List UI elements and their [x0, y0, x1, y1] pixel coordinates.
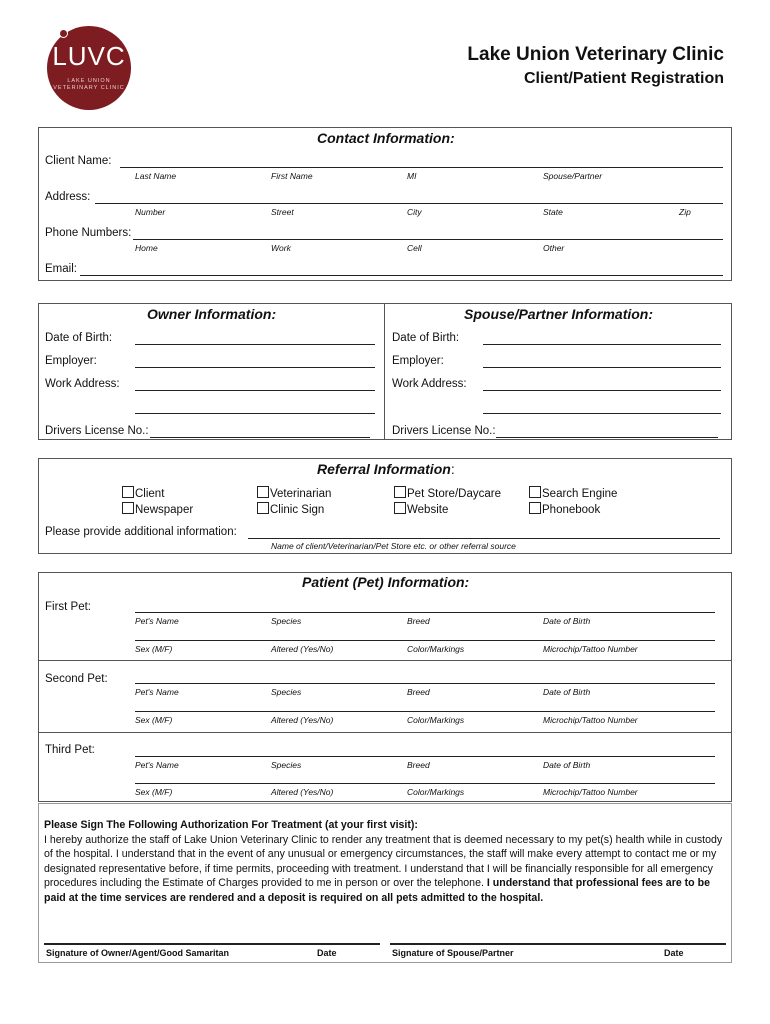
owner-work-address-label: Work Address: — [45, 378, 120, 390]
spouse-work-address-label: Work Address: — [392, 378, 467, 390]
checkbox[interactable] — [529, 502, 541, 514]
checkbox[interactable] — [257, 502, 269, 514]
logo-text: LUVC — [52, 41, 126, 71]
caption-first-name: First Name — [271, 171, 313, 181]
clinic-logo — [47, 26, 131, 110]
owner-dob-label: Date of Birth: — [45, 332, 113, 344]
caption-pets-name: Pet's Name — [135, 760, 179, 770]
option-label: Clinic Sign — [270, 504, 325, 516]
spouse-title: Spouse/Partner Information: — [464, 306, 654, 322]
form-title: Client/Patient Registration — [523, 70, 724, 87]
logo-dot — [59, 29, 68, 38]
caption-species: Species — [271, 760, 302, 770]
option-label: Pet Store/Daycare — [407, 488, 501, 500]
clinic-name: Lake Union Veterinary Clinic — [467, 44, 724, 65]
option-label: Phonebook — [542, 504, 601, 516]
referral-title-colon: : — [450, 461, 455, 477]
pet-divider — [38, 732, 732, 733]
spouse-license-field[interactable] — [496, 437, 718, 438]
caption-species: Species — [271, 616, 302, 626]
caption-number: Number — [135, 207, 166, 217]
caption-work: Work — [271, 243, 291, 253]
pet2-row1-field[interactable] — [135, 683, 715, 684]
caption-breed: Breed — [407, 760, 430, 770]
caption-state: State — [543, 207, 563, 217]
referral-option-newspaper[interactable] — [122, 502, 193, 516]
contact-title: Contact Information: — [317, 130, 455, 146]
spouse-work-address-field-1[interactable] — [483, 390, 721, 391]
checkbox[interactable] — [122, 486, 134, 498]
referral-option-clinic-sign[interactable] — [257, 502, 324, 516]
spouse-signature-label: Signature of Spouse/Partner — [392, 948, 514, 958]
spouse-signature-line[interactable] — [390, 943, 726, 945]
referral-additional-field[interactable] — [248, 538, 720, 539]
owner-spouse-divider — [384, 303, 385, 440]
caption-mi: MI — [407, 171, 417, 181]
caption-zip: Zip — [679, 207, 691, 217]
referral-title: Referral Information — [317, 461, 451, 477]
caption-breed: Breed — [407, 616, 430, 626]
spouse-work-address-field-2[interactable] — [483, 413, 721, 414]
owner-license-label: Drivers License No.: — [45, 425, 149, 437]
client-name-label: Client Name: — [45, 155, 112, 167]
checkbox[interactable] — [394, 502, 406, 514]
spouse-dob-field[interactable] — [483, 344, 721, 345]
caption-last-name: Last Name — [135, 171, 177, 181]
address-label: Address: — [45, 191, 91, 203]
caption-pets-name: Pet's Name — [135, 687, 179, 697]
patient-title: Patient (Pet) Information: — [302, 574, 470, 590]
referral-option-phonebook[interactable] — [529, 502, 600, 516]
caption-home: Home — [135, 243, 158, 253]
option-label: Search Engine — [542, 488, 618, 500]
pet-label-first: First Pet: — [45, 601, 92, 613]
spouse-employer-field[interactable] — [483, 367, 721, 368]
caption-other: Other — [543, 243, 565, 253]
pet-label-third: Third Pet: — [45, 744, 95, 756]
authorization-heading: Please Sign The Following Authorization For Treatment (at your first visit): — [44, 819, 418, 831]
caption-breed: Breed — [407, 687, 430, 697]
pet1-row1-field[interactable] — [135, 612, 715, 613]
email-label: Email: — [45, 263, 77, 275]
owner-dob-field[interactable] — [135, 344, 375, 345]
pet-label-second: Second Pet: — [45, 673, 108, 685]
pet3-row2-field[interactable] — [135, 783, 715, 784]
owner-title: Owner Information: — [147, 306, 277, 322]
caption-color-markings: Color/Markings — [407, 715, 465, 725]
option-label: Veterinarian — [270, 488, 332, 500]
address-field[interactable] — [95, 203, 723, 204]
contact-section — [38, 127, 732, 281]
client-name-field[interactable] — [120, 167, 723, 168]
authorization-bold-tail: I understand that professional fees are to be paid at the time services are rendered and a deposit is required on all pets admitted to the hospital. — [44, 877, 710, 904]
caption-date-of-birth: Date of Birth — [543, 616, 591, 626]
caption-microchip: Microchip/Tattoo Number — [543, 644, 638, 654]
option-label: Newspaper — [135, 504, 194, 516]
owner-signature-line[interactable] — [44, 943, 380, 945]
caption-altered: Altered (Yes/No) — [271, 715, 334, 725]
spouse-employer-label: Employer: — [392, 355, 444, 367]
owner-employer-label: Employer: — [45, 355, 97, 367]
referral-title-wrap — [317, 461, 455, 477]
option-label: Client — [135, 488, 165, 500]
caption-color-markings: Color/Markings — [407, 787, 465, 797]
owner-work-address-field-2[interactable] — [135, 413, 375, 414]
referral-additional-caption: Name of client/Veterinarian/Pet Store etc. or other referral source — [271, 541, 516, 551]
referral-option-website[interactable] — [394, 502, 448, 516]
authorization-text — [44, 818, 728, 905]
referral-additional-label: Please provide additional information: — [45, 526, 237, 538]
owner-employer-field[interactable] — [135, 367, 375, 368]
phone-label: Phone Numbers: — [45, 227, 132, 239]
caption-color-markings: Color/Markings — [407, 644, 465, 654]
authorization-body: I hereby authorize the staff of Lake Union Veterinary Clinic to render any treatment that is deemed necessary to my pet(s) health while in custody of the hospital. I understand that in the event of any unusual or emergency circumstances, the staff will make every attempt to contact me or my designated representative before, if time permits, proceeding with treatment. I understand that I will be financially responsible for all emergency procedures including the Estimate of Charges provided to me in person or over the telephone. — [44, 833, 723, 889]
pet-divider — [38, 660, 732, 661]
referral-option-veterinarian[interactable] — [257, 486, 331, 500]
caption-altered: Altered (Yes/No) — [271, 644, 334, 654]
spouse-license-label: Drivers License No.: — [392, 425, 496, 437]
owner-date-label: Date — [317, 948, 337, 958]
caption-microchip: Microchip/Tattoo Number — [543, 787, 638, 797]
spouse-date-label: Date — [664, 948, 684, 958]
referral-option-pet-store[interactable] — [394, 486, 501, 500]
pet2-row2-field[interactable] — [135, 711, 715, 712]
caption-microchip: Microchip/Tattoo Number — [543, 715, 638, 725]
checkbox[interactable] — [394, 486, 406, 498]
option-label: Website — [407, 504, 449, 516]
caption-altered: Altered (Yes/No) — [271, 787, 334, 797]
caption-city: City — [407, 207, 422, 217]
pet1-row2-field[interactable] — [135, 640, 715, 641]
caption-species: Species — [271, 687, 302, 697]
logo-subtext: LAKE UNION VETERINARY CLINIC — [53, 78, 125, 91]
referral-option-search-engine[interactable] — [529, 486, 617, 500]
caption-street: Street — [271, 207, 294, 217]
caption-date-of-birth: Date of Birth — [543, 687, 591, 697]
caption-sex: Sex (M/F) — [135, 787, 173, 797]
owner-license-field[interactable] — [150, 437, 370, 438]
caption-pets-name: Pet's Name — [135, 616, 179, 626]
checkbox[interactable] — [529, 486, 541, 498]
pet3-row1-field[interactable] — [135, 756, 715, 757]
phone-field[interactable] — [133, 239, 723, 240]
spouse-dob-label: Date of Birth: — [392, 332, 460, 344]
caption-sex: Sex (M/F) — [135, 644, 173, 654]
caption-sex: Sex (M/F) — [135, 715, 173, 725]
owner-signature-label: Signature of Owner/Agent/Good Samaritan — [46, 948, 230, 958]
checkbox[interactable] — [122, 502, 134, 514]
owner-work-address-field-1[interactable] — [135, 390, 375, 391]
owner-spouse-section — [38, 303, 732, 440]
caption-cell: Cell — [407, 243, 422, 253]
referral-option-client[interactable] — [122, 486, 164, 500]
email-field[interactable] — [80, 275, 723, 276]
caption-date-of-birth: Date of Birth — [543, 760, 591, 770]
checkbox[interactable] — [257, 486, 269, 498]
caption-spouse-partner: Spouse/Partner — [543, 171, 603, 181]
